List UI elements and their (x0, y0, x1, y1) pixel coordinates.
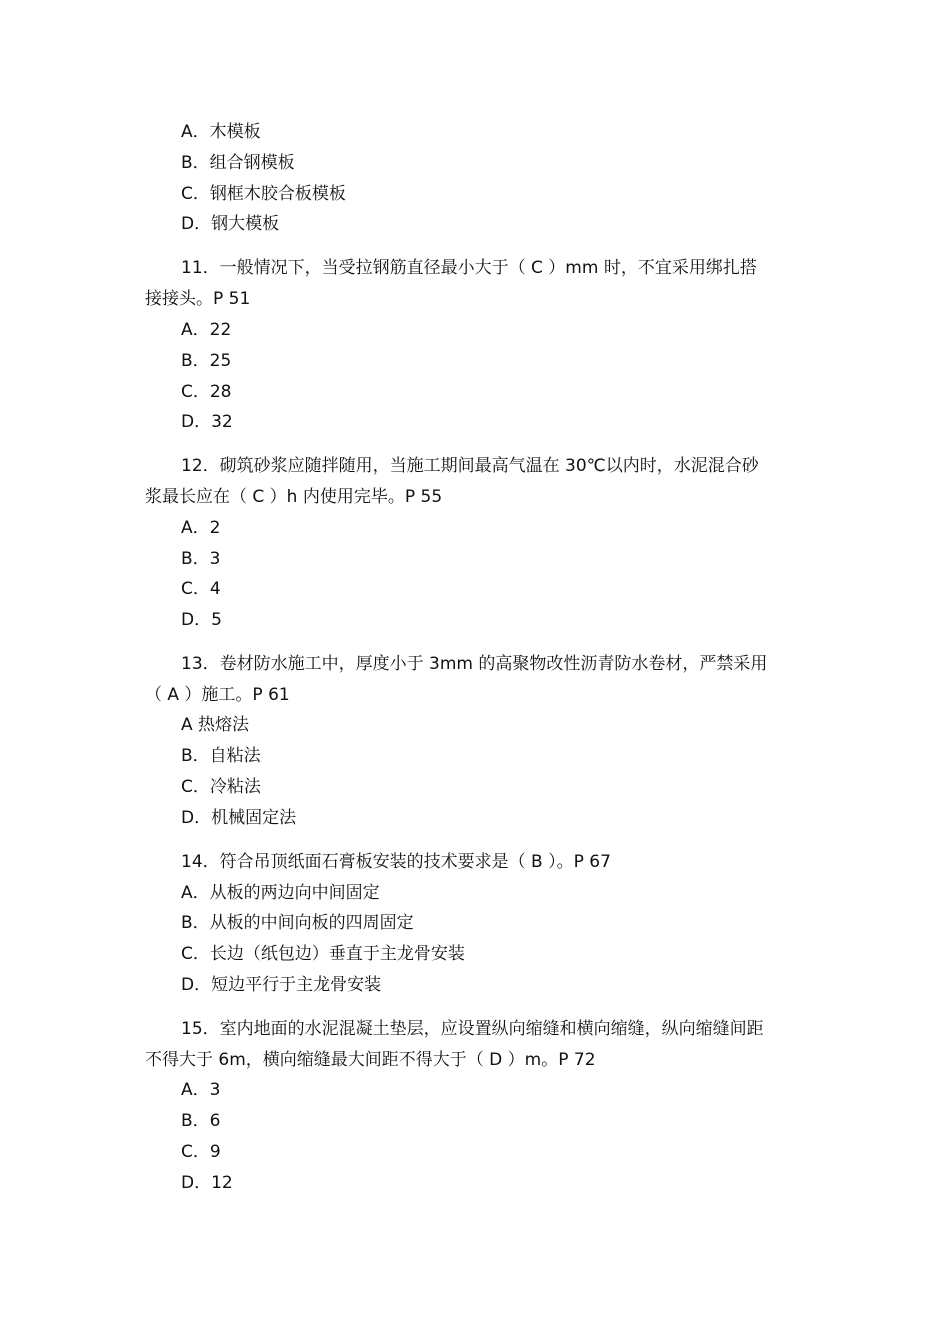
question-text-continued: 浆最长应在（ C ）h 内使用完毕。P 55 (145, 487, 443, 507)
option-a: A．22 (181, 320, 232, 340)
question-text: 15．室内地面的水泥混凝土垫层，应设置纵向缩缝和横向缩缝，纵向缩缝间距 (181, 1019, 764, 1039)
option-c: C．钢框木胶合板模板 (181, 184, 346, 204)
option-b: B．25 (181, 351, 232, 371)
option-a: A．从板的两边向中间固定 (181, 883, 380, 903)
option-a: A．2 (181, 518, 221, 538)
option-b: B．3 (181, 549, 221, 569)
option-d: D．12 (181, 1173, 233, 1193)
option-c: C．冷粘法 (181, 777, 261, 797)
option-a: A 热熔法 (181, 715, 250, 735)
question-text: 12．砌筑砂浆应随拌随用，当施工期间最高气温在 30℃以内时，水泥混合砂 (181, 456, 759, 476)
option-c: C．4 (181, 579, 221, 599)
option-d: D．5 (181, 610, 222, 630)
question-text: 11．一般情况下，当受拉钢筋直径最小大于（ C ）mm 时，不宜采用绑扎搭 (181, 258, 757, 278)
option-c: C．长边（纸包边）垂直于主龙骨安装 (181, 944, 465, 964)
question-text: 14．符合吊顶纸面石膏板安装的技术要求是（ B ）。P 67 (181, 852, 611, 872)
option-b: B．组合钢模板 (181, 153, 295, 173)
option-b: B．6 (181, 1111, 221, 1131)
option-d: D．32 (181, 412, 233, 432)
option-c: C．28 (181, 382, 232, 402)
question-text-continued: （ A ）施工。P 61 (145, 685, 290, 705)
option-d: D．钢大模板 (181, 214, 280, 234)
option-a: A．木模板 (181, 122, 261, 142)
option-d: D．机械固定法 (181, 808, 297, 828)
option-a: A．3 (181, 1080, 221, 1100)
option-b: B．自粘法 (181, 746, 261, 766)
question-text-continued: 不得大于 6m，横向缩缝最大间距不得大于（ D ）m。P 72 (145, 1050, 596, 1070)
option-b: B．从板的中间向板的四周固定 (181, 913, 414, 933)
option-d: D．短边平行于主龙骨安装 (181, 975, 382, 995)
question-text-continued: 接接头。P 51 (145, 289, 251, 309)
question-text: 13．卷材防水施工中，厚度小于 3mm 的高聚物改性沥青防水卷材，严禁采用 (181, 654, 768, 674)
option-c: C．9 (181, 1142, 221, 1162)
